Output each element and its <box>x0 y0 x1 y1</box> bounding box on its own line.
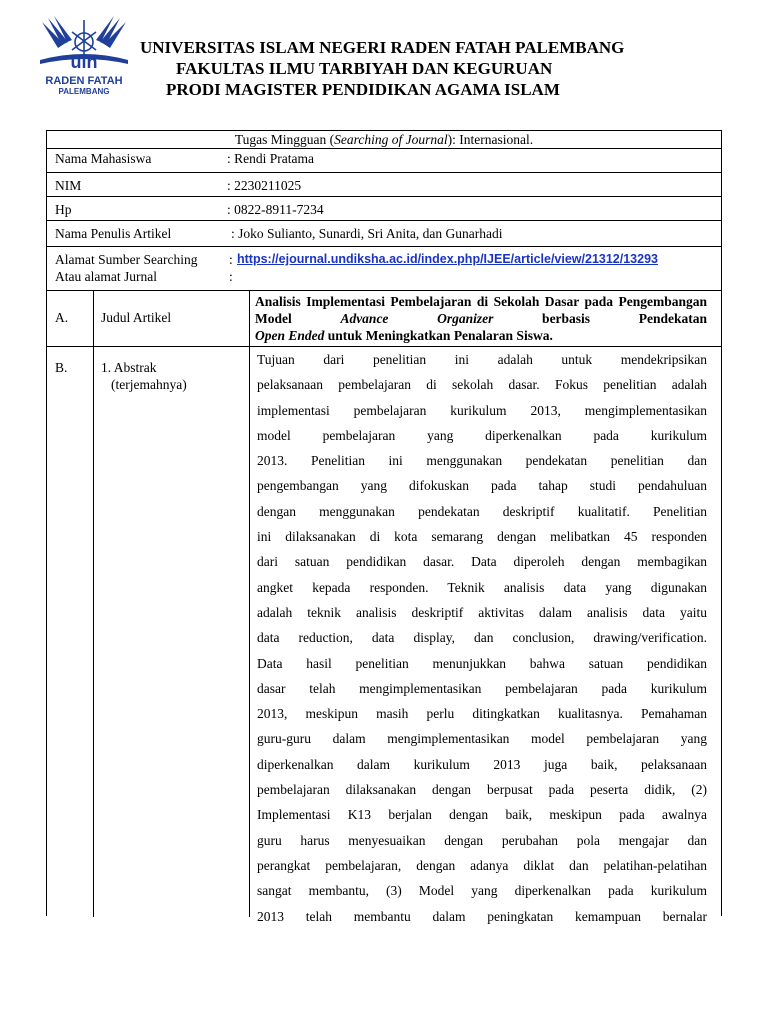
abstract-line: Implementasi K13 berjalan dengan baik, meskipun pada awalnya <box>257 807 707 823</box>
field-row-authors <box>47 221 721 247</box>
abstract-line: data reduction, data display, dan conclusion, drawing/verification. <box>257 630 707 646</box>
field-label: Nama Mahasiswa <box>55 151 152 166</box>
abstract-line: perangkat pembelajaran, dengan adanya diklat dan pelatihan-pelatihan <box>257 857 707 873</box>
abstract-line: pelaksanaan pembelajaran di sekolah dasar. Fokus penelitian adalah <box>257 377 707 393</box>
source-label-2: Atau alamat Jurnal <box>55 269 157 284</box>
logo-text-uin: uin <box>70 52 98 72</box>
section-a-letter: A. <box>55 310 69 325</box>
form-title-suffix: ): Internasional. <box>447 132 534 147</box>
field-row-student-name <box>47 149 721 173</box>
field-value: : Joko Sulianto, Sunardi, Sri Anita, dan Gunarhadi <box>231 226 503 241</box>
abstract-line: 2013. Penelitian ini menggunakan pendekatan penelitian dan <box>257 453 707 469</box>
abstract-line: dasar telah mengimplementasikan pembelajaran pada kurikulum <box>257 680 707 696</box>
abstract-line: guru-guru dalam mengimplementasikan model pembelajaran yang <box>257 731 707 747</box>
source-label-1: Alamat Sumber Searching <box>55 252 198 267</box>
abstract-line: 2013 telah membantu dalam peningkatan kemampuan bernalar <box>257 908 707 924</box>
section-b-label-1: 1. Abstrak <box>101 360 157 375</box>
abstract-line: 2013, meskipun masih perlu ditingkatkan kualitasnya. Pemahaman <box>257 706 707 722</box>
field-label: Nama Penulis Artikel <box>55 226 172 241</box>
field-row-source <box>47 247 721 291</box>
source-colon-2: : <box>229 269 233 284</box>
abstract-line: Data hasil penelitian menunjukkan bahwa satuan pendidikan <box>257 655 707 671</box>
column-divider-1 <box>93 291 94 917</box>
section-b-row <box>47 347 721 924</box>
section-a-row <box>47 291 721 347</box>
form-title-row <box>47 131 721 149</box>
abstract-line: sangat membantu, (3) Model yang diperkenalkan pada kurikulum <box>257 883 707 899</box>
university-name: UNIVERSITAS ISLAM NEGERI RADEN FATAH PALEMBANG <box>140 38 625 57</box>
field-row-nim <box>47 173 721 197</box>
form-title-prefix: Tugas Mingguan ( <box>234 132 335 147</box>
article-title-part1: Analisis Implementasi Pembelajaran di Sekolah Dasar pada Pengembangan Model <box>255 294 707 326</box>
column-divider-2 <box>249 291 250 917</box>
field-label: NIM <box>55 178 82 193</box>
article-title-italic2: Open Ended <box>255 328 325 343</box>
article-title-italic1: Advance Organizer <box>340 311 494 326</box>
logo-text-palembang: PALEMBANG <box>58 87 110 96</box>
logo-text-raden-fatah: RADEN FATAH <box>45 75 123 87</box>
abstract-line: dari satuan pendidikan dasar. Data diperoleh dengan membagikan <box>257 554 707 570</box>
field-value: : 0822-8911-7234 <box>227 202 324 217</box>
source-colon-1: : <box>229 252 233 267</box>
field-label: Hp <box>55 202 72 217</box>
program-name: PRODI MAGISTER PENDIDIKAN AGAMA ISLAM <box>166 80 560 99</box>
article-title-part3: untuk Meningkatkan Penalaran Siswa. <box>324 328 553 343</box>
article-title <box>255 293 707 344</box>
section-a-label: Judul Artikel <box>101 310 172 325</box>
university-logo <box>34 14 134 98</box>
abstract-line: implementasi pembelajaran kurikulum 2013, mengimplementasikan <box>257 402 707 418</box>
abstract-line: adalah teknik analisis deskriptif aktivitas dalam analisis data yaitu <box>257 604 707 620</box>
abstract-line: pembelajaran dilaksanakan dengan berpusat pada peserta didik, (2) <box>257 782 707 798</box>
assignment-form <box>46 130 722 924</box>
field-row-phone <box>47 197 721 221</box>
abstract-text <box>257 347 707 929</box>
section-b-label-2: (terjemahnya) <box>111 377 187 392</box>
abstract-line: ini dilaksanakan di kota semarang dengan melibatkan 45 responden <box>257 529 707 545</box>
article-title-part2: berbasis Pendekatan <box>493 311 708 326</box>
field-value: : 2230211025 <box>227 178 302 193</box>
section-b-letter: B. <box>55 360 68 375</box>
field-value: : Rendi Pratama <box>227 151 314 166</box>
journal-url-link[interactable]: https://ejournal.undiksha.ac.id/index.php/IJEE/article/view/21312/13293 <box>237 252 658 266</box>
abstract-line: angket kepada responden. Teknik analisis data yang digunakan <box>257 579 707 595</box>
abstract-line: guru harus menyesuaikan dengan perubahan pola mengajar dan <box>257 832 707 848</box>
abstract-line: diperkenalkan dalam kurikulum 2013 juga baik, pelaksanaan <box>257 756 707 772</box>
abstract-line: pengembangan yang difokuskan pada tahap studi pendahuluan <box>257 478 707 494</box>
faculty-name: FAKULTAS ILMU TARBIYAH DAN KEGURUAN <box>176 59 553 78</box>
form-title-italic: Searching of Journal <box>334 132 448 147</box>
abstract-line: Tujuan dari penelitian ini adalah untuk mendekripsikan <box>257 352 707 367</box>
abstract-line: model pembelajaran yang diperkenalkan pada kurikulum <box>257 427 707 443</box>
abstract-line: dengan menggunakan pendekatan deskriptif kualitatif. Penelitian <box>257 503 707 519</box>
